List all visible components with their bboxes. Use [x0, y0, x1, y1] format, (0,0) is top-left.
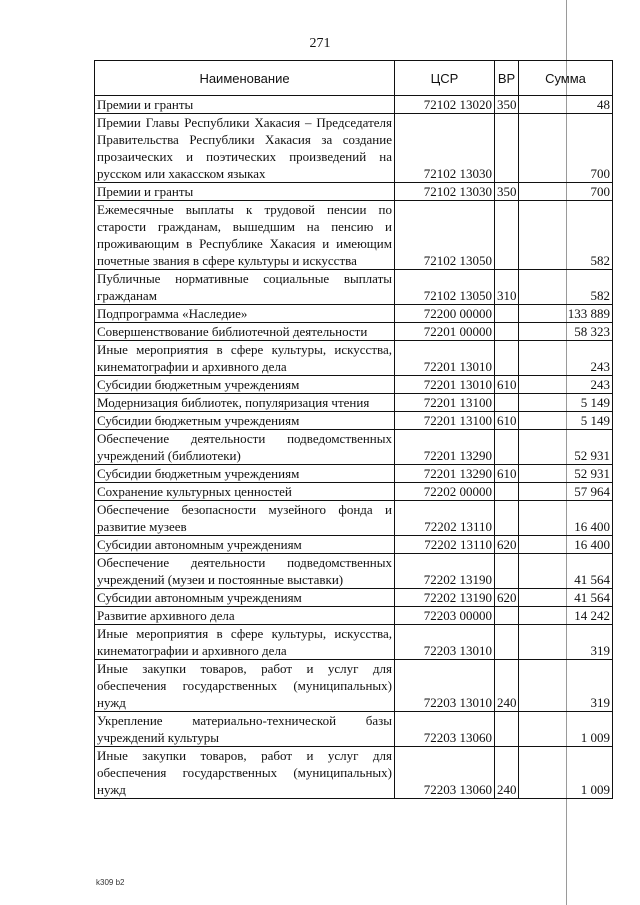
row-name: Обеспечение деятельности подведомственных учреждений (библиотеки): [95, 430, 395, 465]
table-row: [95, 305, 613, 323]
row-vr: [495, 554, 519, 589]
row-sum: 16 400: [519, 536, 613, 554]
row-csr: 72201 13010: [395, 376, 495, 394]
row-vr: [495, 201, 519, 270]
table-row: [95, 536, 613, 554]
row-csr: 72201 13290: [395, 430, 495, 465]
row-sum: 1 009: [519, 712, 613, 747]
row-sum: 41 564: [519, 589, 613, 607]
table-row: [95, 501, 613, 536]
row-vr: [495, 114, 519, 183]
table-row: [95, 270, 613, 305]
row-csr: 72203 00000: [395, 607, 495, 625]
row-name: Субсидии автономным учреждениям: [95, 589, 395, 607]
row-csr: 72203 13010: [395, 625, 495, 660]
row-sum: 52 931: [519, 430, 613, 465]
row-sum: 58 323: [519, 323, 613, 341]
table-row: [95, 554, 613, 589]
header-sum: Сумма: [519, 61, 613, 96]
row-sum: 243: [519, 376, 613, 394]
row-name: Иные мероприятия в сфере культуры, искусства, кинематографии и архивного дела: [95, 341, 395, 376]
budget-table: [94, 60, 613, 799]
row-vr: 350: [495, 96, 519, 114]
row-vr: 620: [495, 589, 519, 607]
row-sum: 5 149: [519, 412, 613, 430]
row-csr: 72201 13100: [395, 394, 495, 412]
header-vr: ВР: [495, 61, 519, 96]
row-vr: [495, 430, 519, 465]
row-sum: 700: [519, 183, 613, 201]
row-name: Сохранение культурных ценностей: [95, 483, 395, 501]
row-vr: 610: [495, 465, 519, 483]
table-row: [95, 323, 613, 341]
row-sum: 16 400: [519, 501, 613, 536]
header-csr: ЦСР: [395, 61, 495, 96]
table-row: [95, 114, 613, 183]
table-row: [95, 589, 613, 607]
row-vr: 350: [495, 183, 519, 201]
row-name: Иные закупки товаров, работ и услуг для обеспечения государственных (муниципальных) нужд: [95, 747, 395, 799]
table-row: [95, 465, 613, 483]
table-row: [95, 430, 613, 465]
table-row: [95, 412, 613, 430]
row-name: Совершенствование библиотечной деятельности: [95, 323, 395, 341]
row-name: Премии и гранты: [95, 183, 395, 201]
row-name: Субсидии бюджетным учреждениям: [95, 376, 395, 394]
row-name: Укрепление материально-технической базы учреждений культуры: [95, 712, 395, 747]
row-csr: 72200 00000: [395, 305, 495, 323]
row-vr: 240: [495, 660, 519, 712]
row-vr: [495, 607, 519, 625]
footer-code: k309 b2: [96, 878, 125, 887]
table-row: [95, 394, 613, 412]
row-name: Премии и гранты: [95, 96, 395, 114]
row-sum: 57 964: [519, 483, 613, 501]
row-sum: 48: [519, 96, 613, 114]
row-vr: 240: [495, 747, 519, 799]
row-sum: 319: [519, 660, 613, 712]
table-header-row: [95, 61, 613, 96]
row-name: Обеспечение безопасности музейного фонда и развитие музеев: [95, 501, 395, 536]
row-csr: 72102 13030: [395, 114, 495, 183]
table-row: [95, 341, 613, 376]
row-csr: 72102 13030: [395, 183, 495, 201]
row-name: Модернизация библиотек, популяризация чтения: [95, 394, 395, 412]
row-csr: 72102 13050: [395, 201, 495, 270]
row-csr: 72201 13010: [395, 341, 495, 376]
row-csr: 72102 13020: [395, 96, 495, 114]
table-row: [95, 607, 613, 625]
row-vr: [495, 323, 519, 341]
table-row: [95, 747, 613, 799]
row-sum: 41 564: [519, 554, 613, 589]
page-number: 271: [309, 36, 331, 51]
row-csr: 72203 13060: [395, 747, 495, 799]
table-row: [95, 712, 613, 747]
row-sum: 582: [519, 270, 613, 305]
row-name: Иные закупки товаров, работ и услуг для обеспечения государственных (муниципальных) нужд: [95, 660, 395, 712]
row-sum: 52 931: [519, 465, 613, 483]
row-vr: 610: [495, 412, 519, 430]
row-csr: 72202 13110: [395, 501, 495, 536]
row-vr: [495, 625, 519, 660]
row-csr: 72203 13010: [395, 660, 495, 712]
header-name: Наименование: [95, 61, 395, 96]
row-name: Ежемесячные выплаты к трудовой пенсии по старости гражданам, вышедшим на пенсию и проживающим в Республике Хакасия и имеющим почетные звания в сфере культуры и искусства: [95, 201, 395, 270]
row-name: Обеспечение деятельности подведомственных учреждений (музеи и постоянные выставки): [95, 554, 395, 589]
row-name: Развитие архивного дела: [95, 607, 395, 625]
row-name: Субсидии бюджетным учреждениям: [95, 412, 395, 430]
row-csr: 72202 13190: [395, 589, 495, 607]
row-name: Субсидии бюджетным учреждениям: [95, 465, 395, 483]
table-row: [95, 660, 613, 712]
row-vr: [495, 341, 519, 376]
row-vr: [495, 305, 519, 323]
row-csr: 72202 00000: [395, 483, 495, 501]
row-csr: 72102 13050: [395, 270, 495, 305]
row-vr: [495, 501, 519, 536]
row-vr: 620: [495, 536, 519, 554]
row-vr: 610: [495, 376, 519, 394]
row-sum: 5 149: [519, 394, 613, 412]
table-row: [95, 625, 613, 660]
row-vr: [495, 394, 519, 412]
row-csr: 72201 13290: [395, 465, 495, 483]
row-csr: 72203 13060: [395, 712, 495, 747]
row-csr: 72202 13190: [395, 554, 495, 589]
row-name: Иные мероприятия в сфере культуры, искусства, кинематографии и архивного дела: [95, 625, 395, 660]
row-sum: 243: [519, 341, 613, 376]
row-name: Подпрограмма «Наследие»: [95, 305, 395, 323]
row-csr: 72202 13110: [395, 536, 495, 554]
table-row: [95, 483, 613, 501]
table-row: [95, 201, 613, 270]
row-vr: [495, 483, 519, 501]
table-row: [95, 183, 613, 201]
table-row: [95, 96, 613, 114]
row-sum: 1 009: [519, 747, 613, 799]
row-sum: 700: [519, 114, 613, 183]
row-vr: [495, 712, 519, 747]
row-name: Премии Главы Республики Хакасия – Председателя Правительства Республики Хакасия за создание прозаических и поэтических произведений на русском или хакасском языках: [95, 114, 395, 183]
row-sum: 14 242: [519, 607, 613, 625]
row-sum: 133 889: [519, 305, 613, 323]
table-row: [95, 376, 613, 394]
row-vr: 310: [495, 270, 519, 305]
row-csr: 72201 13100: [395, 412, 495, 430]
row-sum: 582: [519, 201, 613, 270]
row-csr: 72201 00000: [395, 323, 495, 341]
row-name: Субсидии автономным учреждениям: [95, 536, 395, 554]
row-name: Публичные нормативные социальные выплаты гражданам: [95, 270, 395, 305]
row-sum: 319: [519, 625, 613, 660]
